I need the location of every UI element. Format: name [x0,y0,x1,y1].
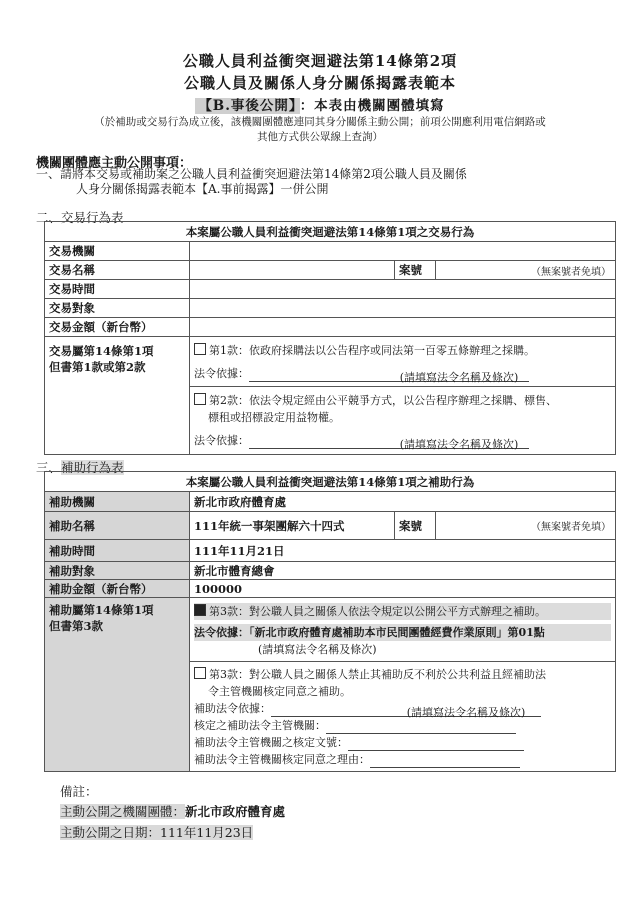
subsidy-option3b [190,662,616,772]
subsidy-time-value[interactable]: 111年11月21日 [190,540,616,562]
transaction-option1 [190,337,616,387]
option1-basis-hint: (請填寫法令名稱及條次) [389,369,529,382]
subsidy-name-value[interactable]: 111年統一事架團解六十四式 [190,512,395,540]
subsidy-case-no-label: 案號 [395,512,436,540]
transaction-amount-field[interactable] [190,318,616,337]
form-note-line1: （於補助或交易行為成立後，該機關團體應連同其身分關係主動公開；前項公開應利用電信網路或 [94,116,546,128]
option2-basis-line[interactable] [249,436,389,449]
transaction-party-field[interactable] [190,299,616,318]
transaction-time-label: 交易時間 [45,280,190,299]
transaction-amount-label: 交易金額（新台幣） [45,318,190,337]
option2-text-b: 標租或招標設定用益物權。 [208,411,340,424]
transaction-name-label: 交易名稱 [45,261,190,280]
form-title-line3 [0,94,640,114]
remarks-date-value: 111年11月23日 [160,825,254,840]
subsidy-amount-value[interactable]: 100000 [190,580,616,598]
intro-line1: 一、請將本交易或補助案之公職人員利益衝突迴避法第14條第2項公職人員及關係 [36,167,467,181]
subsidy-name-label: 補助名稱 [45,512,190,540]
subsidy-table [44,471,616,772]
option3a-basis[interactable]: 法令依據：「新北市政府體育處補助本市民間團體經費作業原則」第01點 [194,624,611,641]
subsidy-agency-value[interactable]: 新北市政府體育處 [190,492,616,512]
option2-text-a: 第2款：依法令規定經由公平競爭方式，以公告程序辦理之採購、標售、 [209,394,557,407]
option3b-checkbox[interactable] [194,667,206,679]
subsidy-case-no-note[interactable]: （無案號者免填） [436,512,616,540]
option2-basis-hint: (請填寫法令名稱及條次) [389,436,529,449]
subsidy-time-label: 補助時間 [45,540,190,562]
intro-text [36,167,596,197]
subsidy-option3a [190,598,616,662]
subsidy-amount-label: 補助金額（新台幣） [45,580,190,598]
option1-basis-label: 法令依據： [194,366,249,380]
remarks-org-label: 主動公開之機關團體： [60,804,186,819]
section3-label-num: 三、 [36,460,62,475]
intro-heading: 機關團體應主動公開事項： [36,156,193,171]
subsidy-proviso-line1: 補助屬第14條第1項 [49,603,154,617]
option3b-docno-label: 補助法令主管機關之核定文號： [194,736,348,749]
remarks-date-label: 主動公開之日期： [60,825,161,840]
option3b-reason-label: 補助法令主管機關核定同意之理由： [194,753,370,766]
transaction-option2 [190,387,616,455]
option3b-approver-line[interactable] [326,721,516,734]
remarks-org [60,802,285,820]
subsidy-agency-label: 補助機關 [45,492,190,512]
transaction-agency-label: 交易機關 [45,242,190,261]
form-note [30,115,610,145]
remarks-org-value: 新北市政府體育處 [185,804,286,819]
section3-label-text: 補助行為表 [61,460,124,475]
option3b-reason-line[interactable] [370,755,520,768]
option3b-approver-label: 核定之補助法令主管機關： [194,719,326,732]
remarks-date [60,823,253,841]
option2-basis-label: 法令依據： [194,434,249,447]
option3a-text: 第3款：對公職人員之關係人依法令規定以公開公平方式辦理之補助。 [209,605,546,618]
transaction-agency-field[interactable] [190,242,616,261]
transaction-proviso-line2: 但書第1款或第2款 [49,360,146,374]
transaction-time-field[interactable] [190,280,616,299]
transaction-proviso-label [45,337,190,455]
option3b-basis-label: 補助法令依據： [194,702,271,715]
option2-checkbox[interactable] [194,393,206,405]
subsidy-proviso-label [45,598,190,772]
option1-text: 第1款：依政府採購法以公告程序或同法第一百零五條辦理之採購。 [209,343,535,357]
transaction-table-title: 本案屬公職人員利益衝突迴避法第14條第1項之交易行為 [45,222,616,242]
intro-line2: 人身分關係揭露表範本【A.事前揭露】一併公開 [76,182,329,196]
transaction-case-no-label: 案號 [395,261,436,280]
form-title-line2: 公職人員及關係人身分關係揭露表範本 [183,74,456,92]
subsidy-party-label: 補助對象 [45,562,190,580]
option3b-basis-hint: (請填寫法令名稱及條次) [391,704,541,717]
option3a-checkbox-checked[interactable] [194,604,206,616]
option3b-text-b: 令主管機關核定同意之補助。 [208,685,351,698]
remarks-label: 備註： [60,784,98,799]
transaction-table [44,221,616,455]
option1-checkbox[interactable] [194,343,206,355]
subsidy-proviso-line2: 但書第3款 [49,619,104,633]
option3a-hint: (請填寫法令名稱及條次) [258,643,377,656]
transaction-case-no-note[interactable]: （無案號者免填） [436,261,616,280]
post-disclosure-tag: 【B.事後公開】 [195,98,299,114]
option3b-text-a: 第3款：對公職人員之關係人禁止其補助反不利於公共利益且經補助法 [209,668,546,681]
option3b-docno-line[interactable] [348,738,524,751]
form-title-line3-rest: ：本表由機關團體填寫 [299,98,445,114]
transaction-name-field[interactable] [190,261,395,280]
form-note-line2: 其他方式供公眾線上查詢） [257,131,383,143]
transaction-party-label: 交易對象 [45,299,190,318]
transaction-proviso-line1: 交易屬第14條第1項 [49,344,154,358]
option1-basis-line[interactable] [249,369,389,382]
form-title-line1: 公職人員利益衝突迴避法第14條第2項 [182,52,458,70]
option3b-basis-line[interactable] [271,704,391,717]
subsidy-party-value[interactable]: 新北市體育總會 [190,562,616,580]
subsidy-table-title: 本案屬公職人員利益衝突迴避法第14條第1項之補助行為 [45,472,616,492]
section2-label: 二、交易行為表 [36,210,124,225]
